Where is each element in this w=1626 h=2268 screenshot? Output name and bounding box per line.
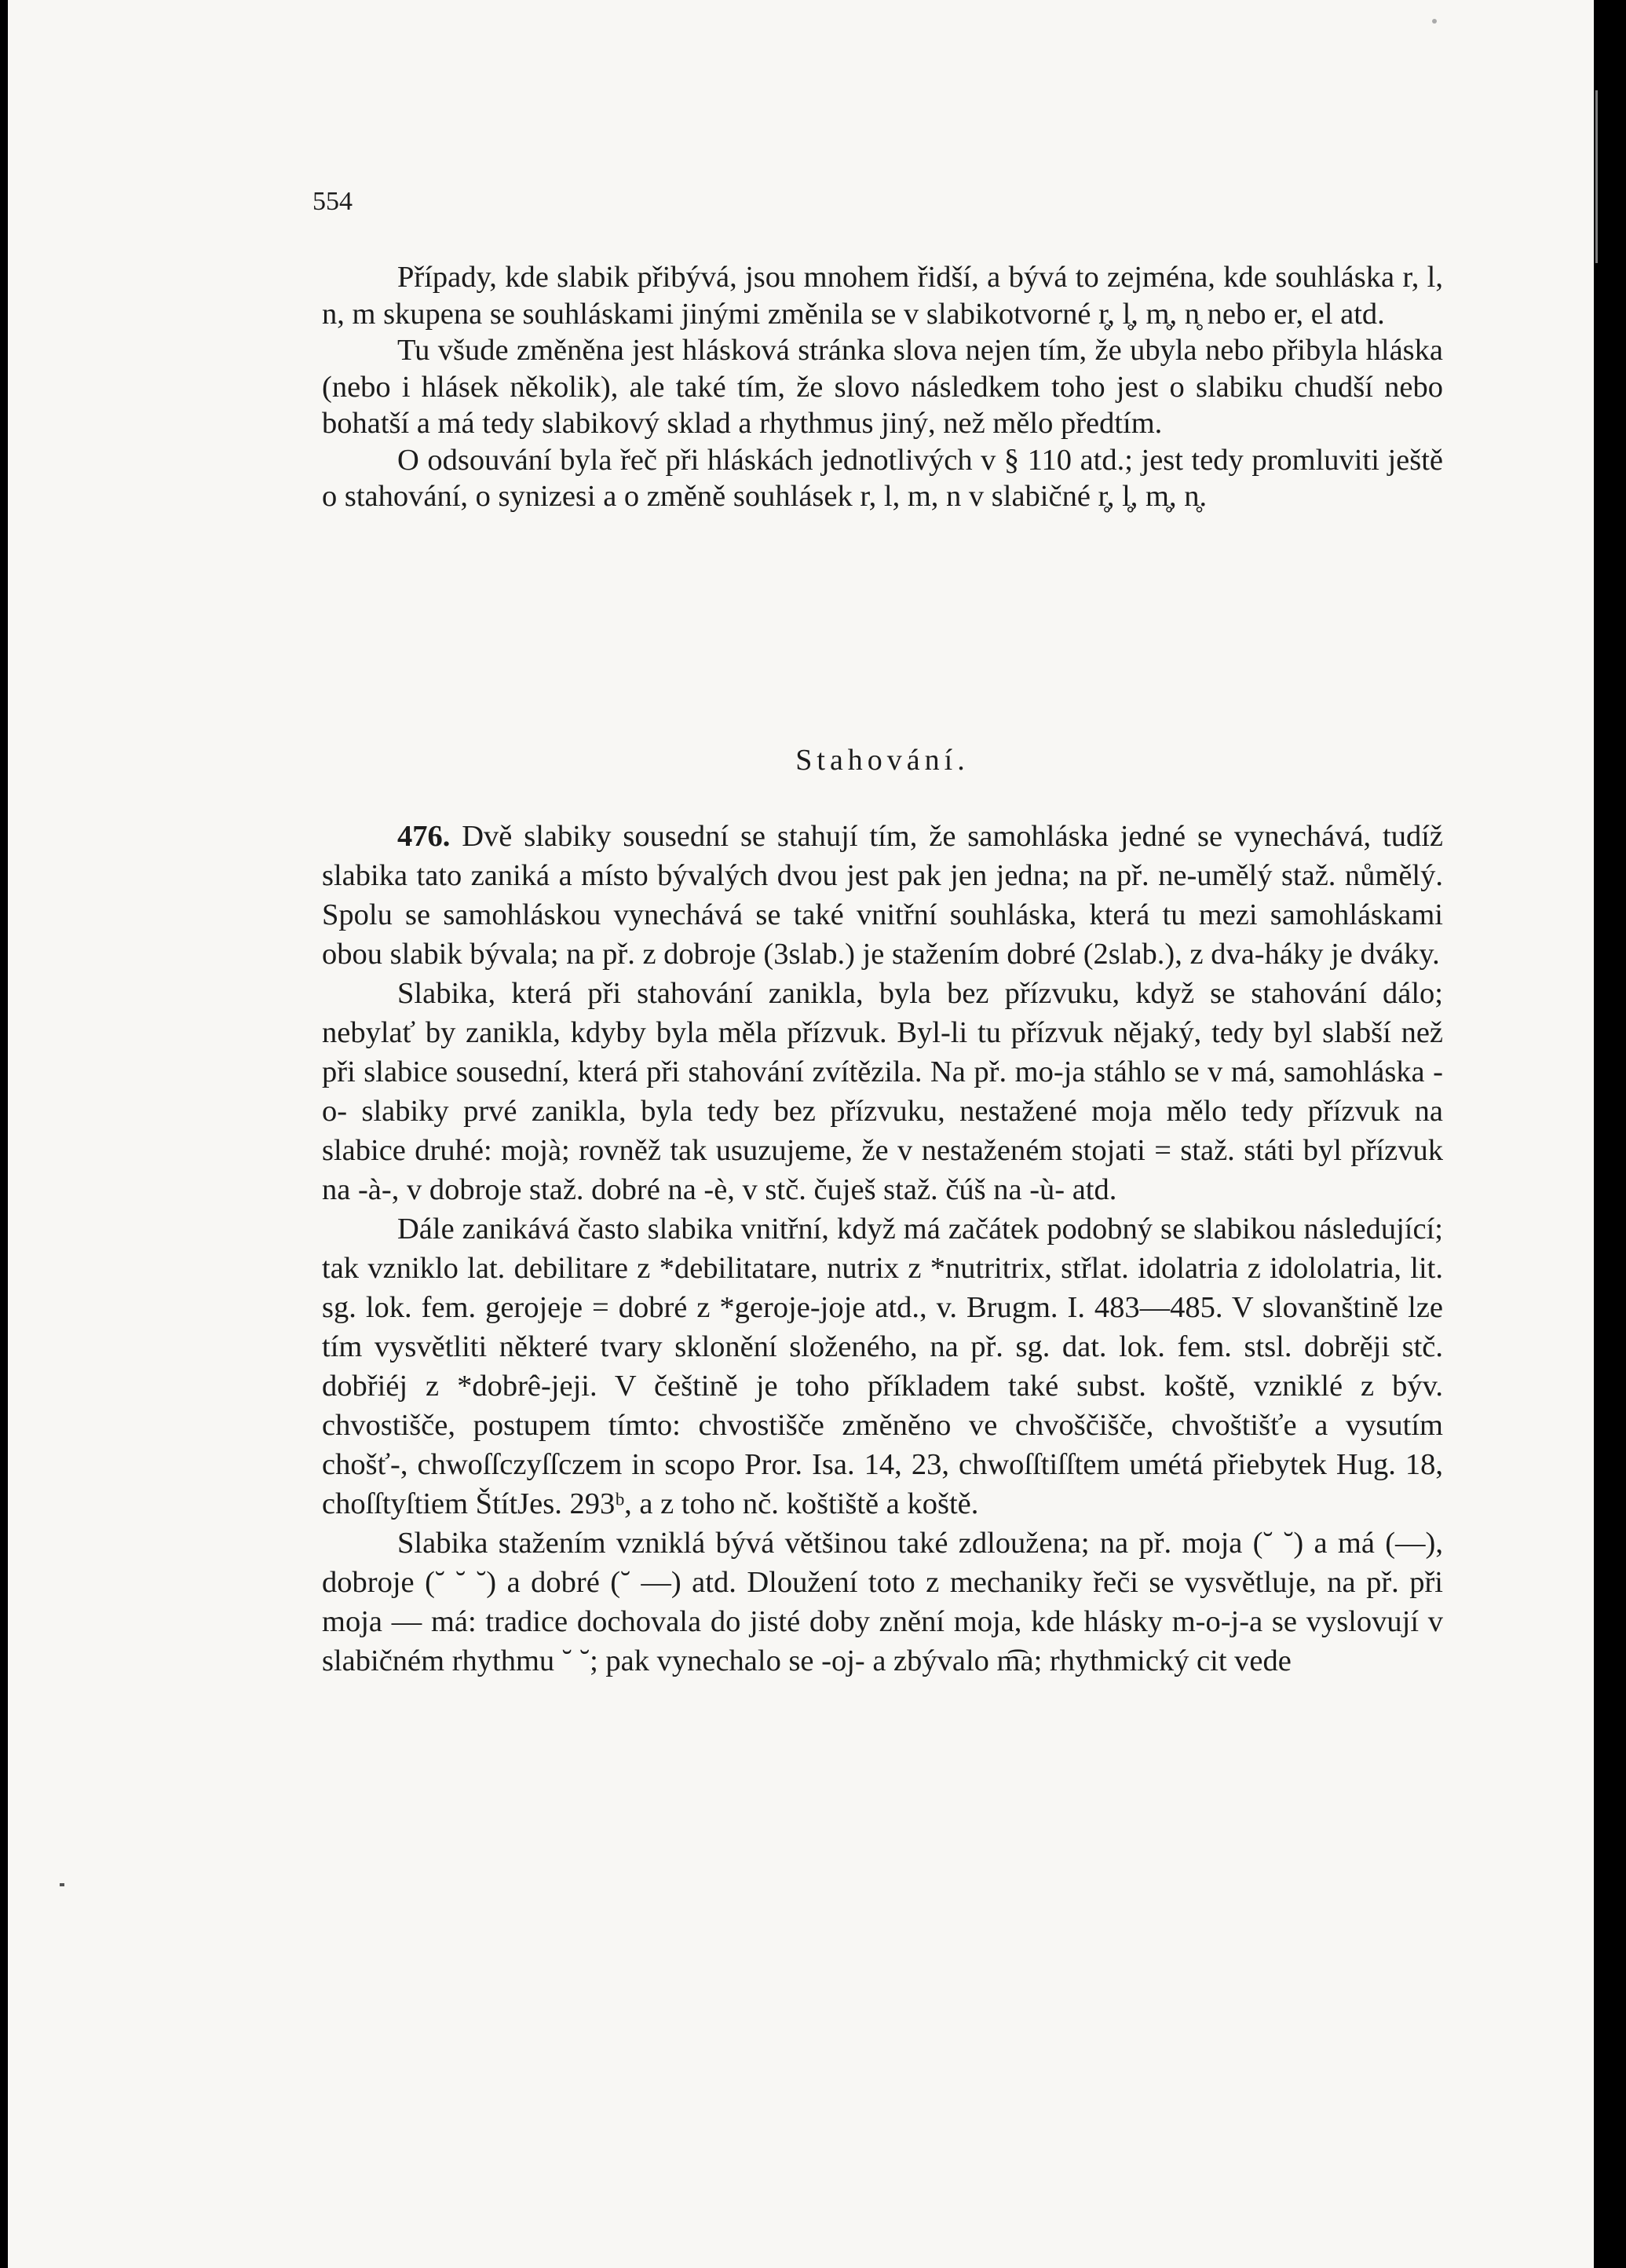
paragraph: O odsouvání byla řeč při hláskách jednotlivých v § 110 atd.; jest tedy promluviti ještě o stahování, o synizesi a o změně souhlásek r, l, m, n v slabičné r̥, l̥, m̥, n̥. — [322, 443, 1443, 513]
section-number: 476. — [397, 820, 451, 853]
paragraph — [322, 817, 1443, 974]
page-number: 554 — [312, 187, 353, 216]
section-heading: Stahování. — [795, 744, 970, 777]
scan-speck — [1432, 19, 1437, 24]
book-page — [8, 0, 1594, 2268]
paragraph: Dále zanikává často slabika vnitřní, když má začátek podobný se slabikou následující; tak vzniklo lat. debilitare z *debilitatare, nutrix z *nutritrix, střlat. idolatria z idololatria, lit. sg. lok. fem. gerojeje = dobré z *geroje-joje atd., v. Brugm. I. 483—485. V slovanštině lze tím vysvětliti některé tvary sklonění složeného, na př. sg. dat. lok. fem. stsl. dobrěji stč. dobřiéj z *dobrê-jeji. V češtině je toho příkladem také subst. koště, vzniklé z býv. chvostišče, postupem tímto: chvostišče změněno ve chvoščišče, chvoštišťe a vysutím chošť-, chwoſſczyſſczem in scopo Pror. Isa. 14, 23, chwoſſtiſſtem umétá přiebytek Hug. 18, choſſtyſtiem ŠtítJes. 293ᵇ, a z toho nč. koštiště a koště. — [322, 1213, 1443, 1520]
scan-speck — [60, 1883, 64, 1886]
intro-text — [322, 259, 1443, 515]
paragraph: Slabika, která při stahování zanikla, byla bez přízvuku, když se stahování dálo; nebylať by zanikla, kdyby byla měla přízvuk. Byl-li tu přízvuk nějaký, tedy byl slabší než při slabice sousední, která při stahování zvítězila. Na př. mo-ja stáhlo se v má, samohláska -o- slabiky prvé zanikla, byla tedy bez přízvuku, nestažené moja mělo tedy přízvuk na slabice druhé: mojà; rovněž tak usuzujeme, že v nestaženém stojati = staž. státi byl přízvuk na -à-, v dobroje staž. dobré na -è, v stč. čuješ staž. čúš na -ù- atd. — [322, 977, 1443, 1206]
section-text — [322, 817, 1443, 1681]
paragraph: Slabika stažením vzniklá bývá většinou také zdloužena; na př. moja (˘ ˘) a má (—), dobroje (˘ ˘ ˘) a dobré (˘ —) atd. Dloužení toto z mechaniky řeči se vysvětluje, na př. při moja — má: tradice dochovala do jisté doby znění moja, kde hlásky m-o-j-a se vyslovují v slabičném rhythmu ˘ ˘; pak vynechalo se -oj- a zbývalo m͡a; rhythmický cit vede — [322, 1527, 1443, 1677]
paragraph-text: Dvě slabiky sousední se stahují tím, že samohláska jedné se vynechává, tudíž slabika tato zaniká a místo bývalých dvou jest pak jen jedna; na př. ne-umělý staž. nůmělý. Spolu se samohláskou vynechává se také vnitřní souhláska, která tu mezi samohláskami obou slabik bývala; na př. z dobroje (3slab.) je stažením dobré (2slab.), z dva-háky je dváky. — [322, 820, 1443, 971]
scan-edge-line — [1595, 90, 1598, 263]
paragraph: Tu všude změněna jest hlásková stránka slova nejen tím, že ubyla nebo přibyla hláska (nebo i hlásek několik), ale také tím, že slovo následkem toho jest o slabiku chudší nebo bohatší a má tedy slabikový sklad a rhythmus jiný, než mělo předtím. — [322, 334, 1443, 440]
paragraph: Případy, kde slabik přibývá, jsou mnohem řidší, a bývá to zejména, kde souhláska r, l, n, m skupena se souhláskami jinými změnila se v slabikotvorné r̥, l̥, m̥, n̥ nebo er, el atd. — [322, 261, 1443, 331]
